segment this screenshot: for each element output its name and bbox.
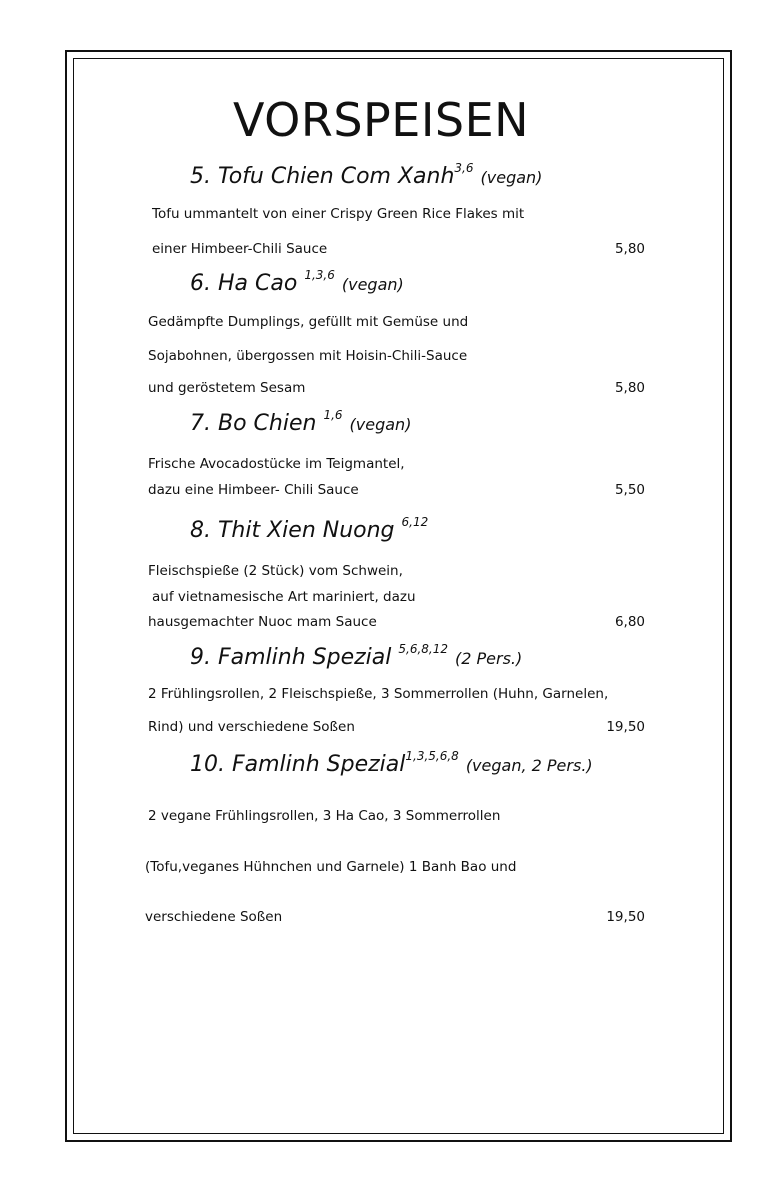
- dish-price-7: 5,50: [614, 482, 645, 498]
- dish-description-line: 2 Frühlingsrollen, 2 Fleischspieße, 3 Sommerrollen (Huhn, Garnelen,: [148, 686, 609, 702]
- dish-note: (vegan): [341, 275, 404, 294]
- dish-note: (vegan, 2 Pers.): [465, 756, 593, 775]
- allergen-codes: 3,6: [454, 160, 474, 175]
- dish-note: (2 Pers.): [455, 649, 523, 668]
- dish-price-5: 5,80: [614, 241, 645, 257]
- dish-name: 9. Famlinh Spezial: [190, 645, 392, 670]
- allergen-codes: 1,3,5,6,8: [405, 748, 459, 763]
- dish-title-5: [190, 162, 542, 193]
- dish-description-line: Gedämpfte Dumplings, gefüllt mit Gemüse und: [148, 314, 469, 330]
- allergen-codes: 5,6,8,12: [398, 641, 448, 656]
- dish-description-line: Rind) und verschiedene Soßen: [148, 719, 355, 735]
- dish-title-8: [190, 516, 428, 546]
- dish-description-line: (Tofu,veganes Hühnchen und Garnele) 1 Banh Bao und: [145, 859, 517, 875]
- dish-description-line: Frische Avocadostücke im Teigmantel,: [148, 456, 405, 472]
- dish-name: 8. Thit Xien Nuong: [190, 518, 395, 543]
- dish-title-6: [190, 269, 404, 300]
- allergen-codes: 1,3,6: [304, 267, 335, 282]
- dish-name: 7. Bo Chien: [190, 411, 317, 436]
- dish-name: 10. Famlinh Spezial: [190, 752, 406, 777]
- dish-description-line: einer Himbeer-Chili Sauce: [152, 241, 328, 257]
- dish-note: (vegan): [349, 415, 412, 434]
- dish-note: (vegan): [480, 168, 543, 187]
- allergen-codes: 6,12: [401, 514, 429, 529]
- dish-title-10: [190, 750, 593, 781]
- dish-description-line: und geröstetem Sesam: [148, 380, 306, 396]
- dish-description-line: Sojabohnen, übergossen mit Hoisin-Chili-Sauce: [148, 348, 468, 364]
- dish-description-line: Fleischspieße (2 Stück) vom Schwein,: [148, 563, 403, 579]
- dish-name: 5. Tofu Chien Com Xanh: [190, 164, 455, 189]
- dish-description-line: hausgemachter Nuoc mam Sauce: [148, 614, 377, 630]
- dish-price-10: 19,50: [606, 909, 645, 925]
- dish-description-line: verschiedene Soßen: [145, 909, 283, 925]
- allergen-codes: 1,6: [323, 407, 343, 422]
- dish-description-line: Tofu ummantelt von einer Crispy Green Rice Flakes mit: [152, 206, 525, 222]
- dish-description-line: dazu eine Himbeer- Chili Sauce: [148, 482, 359, 498]
- dish-title-9: [190, 643, 522, 674]
- dish-title-7: [190, 409, 411, 440]
- dish-price-8: 6,80: [614, 614, 645, 630]
- dish-description-line: 2 vegane Frühlingsrollen, 3 Ha Cao, 3 Sommerrollen: [148, 808, 501, 824]
- page-title: VORSPEISEN: [233, 93, 530, 147]
- dish-description-line: auf vietnamesische Art mariniert, dazu: [152, 589, 416, 605]
- dish-price-6: 5,80: [614, 380, 645, 396]
- dish-name: 6. Ha Cao: [190, 271, 298, 296]
- dish-price-9: 19,50: [606, 719, 645, 735]
